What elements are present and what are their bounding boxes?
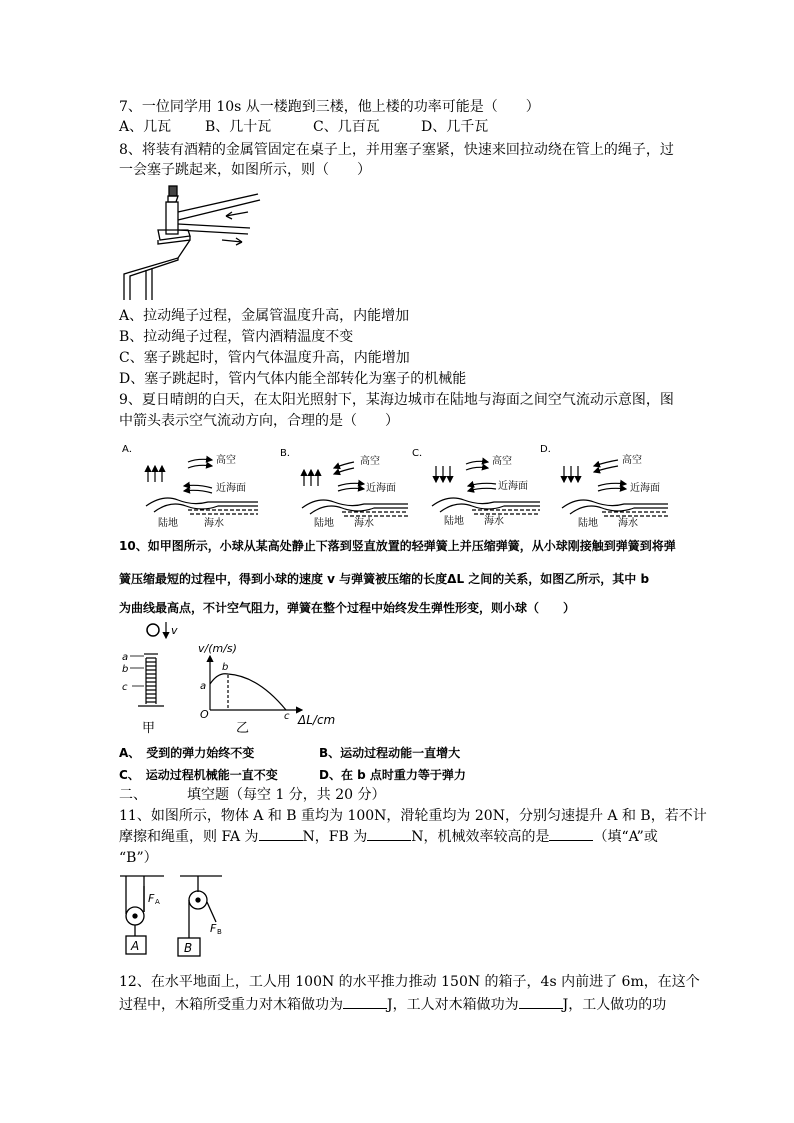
q11-text-fb: N，FB 为 — [302, 829, 368, 845]
q10-spring-b-label: b — [122, 664, 129, 675]
q11-block-a-label: A — [131, 939, 140, 953]
q9-panel-d — [540, 444, 668, 529]
q9-panel-b-low: 近海面 — [366, 483, 396, 494]
section-2-number: 二、 — [119, 787, 147, 803]
q8-stem-line1: 8、将装有酒精的金属管固定在桌子上，并用塞子塞紧，快速来回拉动绕在管上的绳子，过 — [119, 142, 674, 158]
q9-panel-a-high: 高空 — [216, 455, 236, 466]
q9-panel-d-land: 陆地 — [578, 518, 598, 529]
q10-stem-line3: 为曲线最高点，不计空气阻力，弹簧在整个过程中始终发生弹性形变，则小球（ ） — [119, 601, 576, 615]
q7-option-c: C、几百瓦 — [313, 119, 380, 135]
q9-panel-a — [122, 444, 258, 529]
section-2-heading — [119, 785, 386, 805]
q9-panel-d-low: 近海面 — [630, 483, 660, 494]
q9-panel-b-sea: 海水 — [354, 518, 374, 529]
q11-blank-fa[interactable] — [259, 840, 303, 841]
q11-text-fa: 摩擦和绳重，则 FA 为 — [119, 829, 259, 845]
q12-blank-worker-work[interactable] — [519, 1008, 563, 1009]
q8-option-c: C、塞子跳起时，管内气体温度升高，内能增加 — [119, 350, 410, 366]
q9-panel-c — [412, 448, 540, 527]
q11-block-b-label: B — [184, 941, 193, 955]
q11-blank-efficiency[interactable] — [549, 840, 593, 841]
q7-option-a: A、几瓦 — [119, 119, 172, 135]
q12-text-power: J，工人做功的功 — [562, 997, 667, 1013]
q11-text-efficiency: N，机械效率较高的是 — [411, 829, 550, 845]
q9-stem-line2: 中箭头表示空气流动方向，合理的是（ ） — [119, 413, 399, 429]
q9-panel-b-high: 高空 — [360, 456, 380, 467]
q10-jia-label: 甲 — [142, 721, 156, 736]
q9-panel-c-sea: 海水 — [484, 516, 504, 527]
q9-panel-d-sea: 海水 — [618, 518, 638, 529]
q11-blank-fb[interactable] — [367, 840, 411, 841]
q10-spring-c-label: c — [122, 682, 128, 693]
q9-figures — [118, 440, 678, 532]
q10-graph-a-label: a — [200, 681, 207, 692]
q10-yi-label: 乙 — [236, 721, 250, 736]
q8-option-b: B、拉动绳子过程，管内酒精温度不变 — [119, 329, 354, 345]
q9-panel-b — [280, 448, 408, 529]
q10-option-b: B、运动过程动能一直增大 — [319, 746, 461, 760]
q10-stem-line2: 簧压缩最短的过程中，得到小球的速度 v 与弹簧被压缩的长度ΔL 之间的关系，如图乙所示，其中 b — [119, 572, 650, 586]
q12-text-gravity-work: 过程中，木箱所受重力对木箱做功为 — [119, 997, 343, 1013]
q9-stem-line1: 9、夏日晴朗的白天，在太阳光照射下，某海边城市在陆地与海面之间空气流动示意图，图 — [119, 392, 674, 408]
q8-option-d: D、塞子跳起时，管内气体内能全部转化为塞子的机械能 — [119, 371, 467, 387]
q9-panel-b-land: 陆地 — [314, 518, 334, 529]
q10-stem-line1: 10、如甲图所示，小球从某高处静止下落到竖直放置的轻弹簧上并压缩弹簧，从小球刚接触到弹簧到将弹 — [119, 539, 676, 553]
ball-icon — [147, 624, 159, 636]
spring-icon — [138, 654, 164, 706]
q10-spring-a-label: a — [122, 652, 129, 663]
q9-panel-c-low: 近海面 — [498, 481, 528, 492]
q9-panel-c-letter: C． — [412, 448, 429, 459]
q12-text-worker-work: J，工人对木箱做功为 — [387, 997, 519, 1013]
q7-options — [119, 117, 488, 137]
q7-option-d: D、几千瓦 — [421, 119, 489, 135]
q10-v-label: v — [171, 624, 178, 637]
q10-option-c: C、 运动过程机械能一直不变 — [119, 768, 278, 782]
q9-panel-d-letter: D． — [540, 444, 558, 455]
section-2-title: 填空题（每空 1 分，共 20 分） — [187, 787, 386, 803]
q10-options-row2 — [119, 765, 466, 785]
q11-fb-sub: B — [217, 928, 222, 936]
q10-x-axis-label: ΔL/cm — [298, 713, 336, 727]
q11-figure — [118, 872, 228, 962]
q11-stem-line3: “B”） — [119, 850, 158, 866]
q9-panel-a-low: 近海面 — [216, 483, 246, 494]
q7-stem: 7、一位同学用 10s 从一楼跑到三楼，他上楼的功率可能是（ ） — [119, 99, 540, 115]
q9-panel-a-sea: 海水 — [204, 518, 224, 529]
q12-stem-line2 — [119, 995, 666, 1015]
q10-graph-c-label: c — [284, 711, 290, 722]
q10-option-a: A、 受到的弹力始终不变 — [119, 746, 255, 760]
q12-stem-line1: 12、在水平地面上，工人用 100N 的水平推力推动 150N 的箱子，4s 内前进了 6m，在这个 — [119, 974, 700, 990]
q9-panel-a-land: 陆地 — [158, 518, 178, 529]
q11-stem-line2 — [119, 827, 658, 847]
q7-option-b: B、几十瓦 — [205, 119, 272, 135]
q9-panel-c-land: 陆地 — [444, 516, 464, 527]
q10-option-d: D、在 b 点时重力等于弹力 — [319, 768, 466, 782]
q10-y-axis-label: v/(m/s) — [198, 642, 237, 655]
q11-text-hint: （填“A”或 — [593, 829, 658, 845]
q8-figure — [118, 178, 278, 302]
q9-panel-c-high: 高空 — [492, 456, 512, 467]
q10-options-row1 — [119, 743, 460, 763]
q9-panel-d-high: 高空 — [622, 455, 642, 466]
q11-stem-line1: 11、如图所示，物体 A 和 B 重均为 100N，滑轮重均为 20N，分别匀速提升 A 和 B，若不计 — [119, 808, 707, 824]
q11-fa-sub: A — [155, 898, 160, 906]
q12-blank-gravity-work[interactable] — [343, 1008, 387, 1009]
q8-stem-line2: 一会塞子跳起来，如图所示，则（ ） — [119, 162, 371, 178]
q9-panel-a-letter: A． — [122, 444, 139, 455]
q11-fa-label: F — [148, 892, 155, 905]
q11-fb-label: F — [210, 922, 217, 935]
q8-option-a: A、拉动绳子过程，金属管温度升高，内能增加 — [119, 308, 410, 324]
q9-panel-b-letter: B． — [280, 448, 297, 459]
q10-graph-b-label: b — [222, 662, 229, 673]
q10-origin-label: O — [200, 708, 209, 721]
q10-figure — [118, 618, 358, 738]
